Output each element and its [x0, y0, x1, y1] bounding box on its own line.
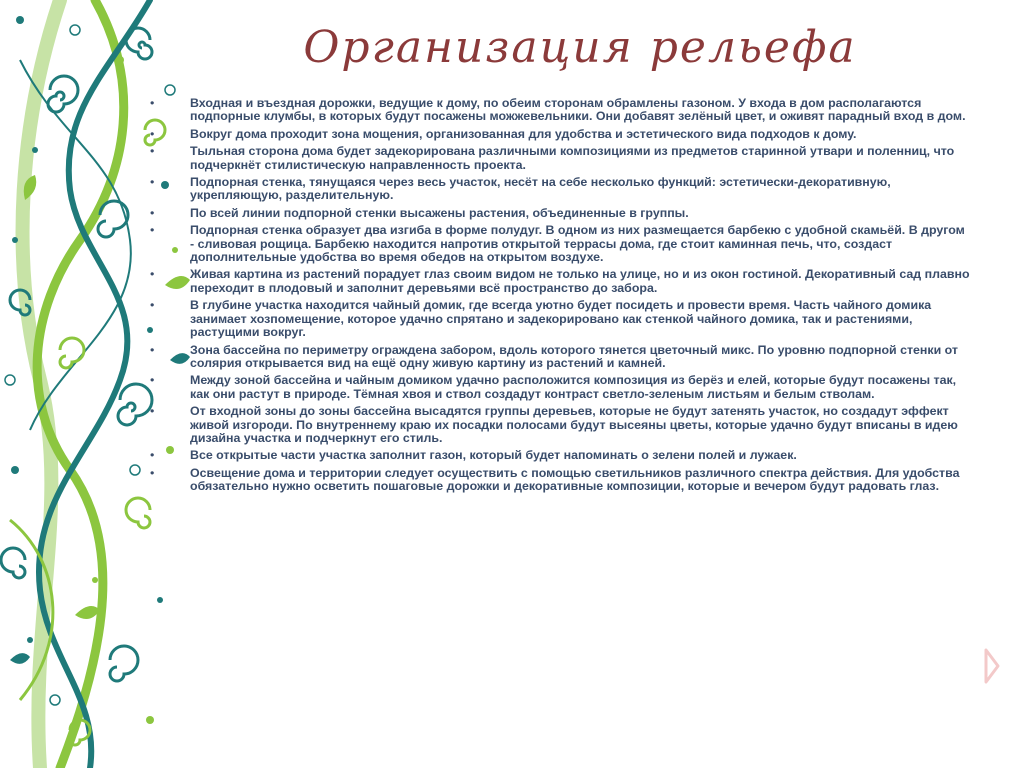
bullet-marker: •: [150, 96, 155, 110]
bullet-marker: •: [150, 342, 155, 357]
slide-title: Организация рельефа: [303, 22, 857, 73]
bullet-marker: •: [150, 373, 155, 388]
list-item: [150, 405, 970, 445]
list-item: [150, 449, 970, 462]
list-item: [150, 344, 970, 371]
list-item: [150, 299, 970, 339]
bullet-text: Тыльная сторона дома будет задекорирована различными композициями из предметов старинной утвари и поленниц, что подчеркнёт стилистическую направленность проекта.: [190, 144, 955, 172]
bullet-list: [150, 97, 970, 498]
bullet-text: Входная и въездная дорожки, ведущие к дому, по обеим сторонам обрамлены газоном. У входа в дом располагаются подпорные клумбы, в которых будут посажены можжевельники. Они добавят зелёный цвет, и оживят парадный вход в дом.: [190, 96, 966, 124]
bullet-text: Вокруг дома проходит зона мощения, организованная для удобства и эстетического вида подходов к дому.: [190, 126, 857, 141]
list-item: [150, 224, 970, 264]
bullet-marker: •: [150, 448, 155, 463]
list-item: [150, 268, 970, 295]
list-item: [150, 176, 970, 203]
list-item: [150, 207, 970, 220]
bullet-text: В глубине участка находится чайный домик, где всегда уютно будет посидеть и провести время. Часть чайного домика занимает хозпомещение, которое удачно спрятано и задекорировано как стенкой чайного домика, так и растениями, растущими вокруг.: [190, 298, 932, 340]
list-item: [150, 128, 970, 141]
list-item: [150, 374, 970, 401]
bullet-marker: •: [150, 175, 155, 190]
list-item: [150, 467, 970, 494]
bullet-marker: •: [150, 205, 155, 220]
bullet-marker: •: [150, 298, 155, 313]
bullet-text: Между зоной бассейна и чайным домиком удачно расположится композиция из берёз и елей, которые будут посажены так, как они растут в природе. Тёмная хвоя и ствол создадут контраст светло-зеленым листьям и белым стволам.: [190, 373, 957, 401]
bullet-text: Зона бассейна по периметру ограждена забором, вдоль которого тянется цветочный микс. По уровню подпорной стенки от солярия открывается вид на ещё одну живую картину из растений и камней.: [190, 342, 959, 370]
bullet-marker: •: [150, 267, 155, 282]
bullet-text: Подпорная стенка образует два изгиба в форме полудуг. В одном из них размещается барбекю с удобной скамьёй. В другом - сливовая рощица. Барбекю находится напротив открытой террасы дома, где стоит каминная печь, что, создаст дополнительные удобства во время обедов на открытом воздухе.: [190, 223, 965, 265]
bullet-marker: •: [150, 126, 155, 141]
bullet-marker: •: [150, 144, 155, 159]
list-item: [150, 97, 970, 124]
bullet-marker: •: [150, 223, 155, 238]
bullet-text: Живая картина из растений порадует глаз своим видом не только на улице, но и из окон гостиной. Декоративный сад плавно переходит в плодовый и заполнит деревьями всё пространство до забора.: [190, 267, 970, 295]
list-item: [150, 145, 970, 172]
bullet-marker: •: [150, 404, 155, 419]
bullet-text: Освещение дома и территории следует осуществить с помощью светильников различного спектра действия. Для удобства обязательно нужно осветить пошаговые дорожки и декоративные композиции, которые и вечером будут радовать глаз.: [190, 465, 960, 494]
bullet-text: Все открытые части участка заполнит газон, который будет напоминать о зелени полей и лужаек.: [190, 448, 797, 463]
bullet-text: Подпорная стенка, тянущаяся через весь участок, несёт на себе несколько функций: эстетически-декоративную, укрепляющую, разделительную.: [190, 175, 891, 203]
next-slide-arrow-icon[interactable]: [982, 646, 1002, 686]
bullet-marker: •: [150, 465, 155, 480]
bullet-text: От входной зоны до зоны бассейна высадятся группы деревьев, которые не будут затенять участок, но создадут эффект живой изгороди. По внутреннему краю их посадки полосами будут высеяны цветы, которые удачно будут вписаны в идею дизайна участка и подчеркнут его стиль.: [190, 404, 958, 445]
bullet-text: По всей линии подпорной стенки высажены растения, объединенные в группы.: [190, 205, 689, 220]
